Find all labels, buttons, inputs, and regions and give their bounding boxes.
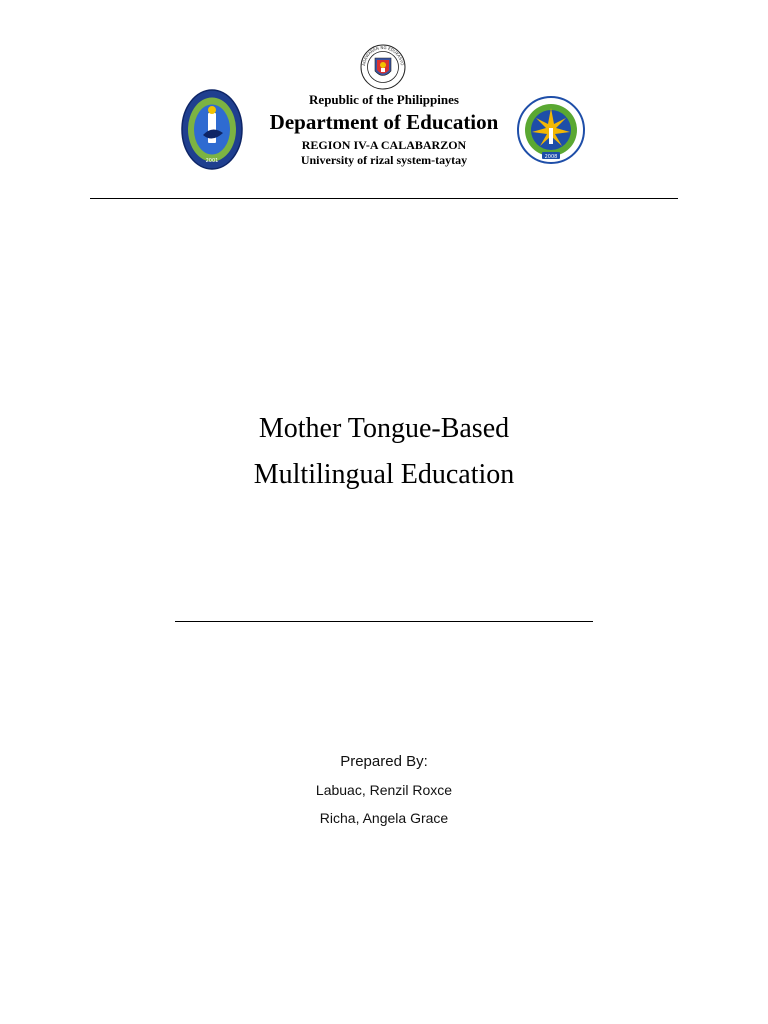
title-underline: [175, 621, 593, 622]
deped-seal-icon: [360, 44, 406, 90]
document-title-line-1: Mother Tongue-Based: [258, 413, 510, 444]
header-divider: [90, 198, 678, 199]
coe-logo-year: 2008: [544, 154, 558, 160]
region-label: REGION IV-A CALABARZON: [301, 138, 467, 152]
author-name: Labuac, Renzil Roxce: [315, 782, 453, 798]
document-title-line-2: Multilingual Education: [253, 459, 515, 490]
author-name: Richa, Angela Grace: [319, 810, 449, 826]
svg-text:KAGAWARAN NG EDUKASYON: AGAWARAN NG EDUKASYO: [361, 44, 405, 67]
university-label: University of rizal system-taytay: [300, 153, 468, 167]
republic-label: Republic of the Philippines: [309, 92, 459, 107]
prepared-by-label: Prepared By:: [340, 753, 428, 770]
urs-logo-year: 2001: [205, 158, 219, 164]
department-title: Department of Education: [269, 110, 499, 134]
